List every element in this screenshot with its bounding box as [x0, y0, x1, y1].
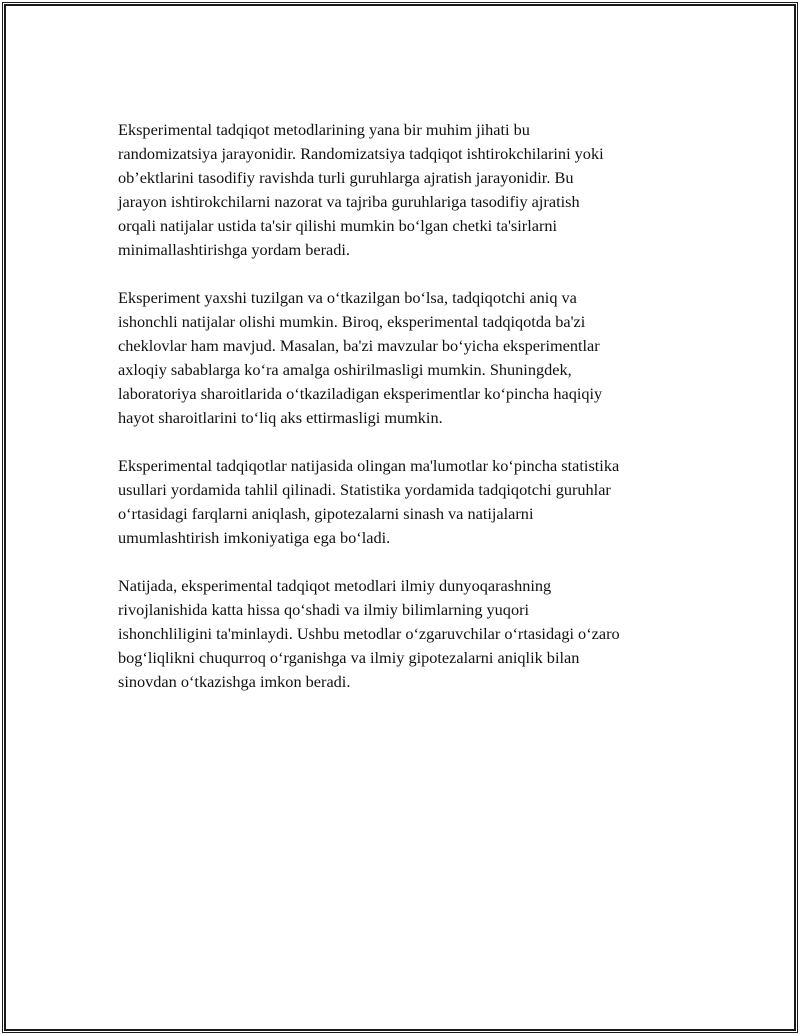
paragraph-limitations: Eksperiment yaxshi tuzilgan va oʻtkazilgan boʻlsa, tadqiqotchi aniq va ishonchli natijalar olishi mumkin. Biroq, eksperimental tadqiqotda ba'zi cheklovlar ham mavjud. Masalan, ba'zi mavzular boʻyicha eksperimentlar axloqiy sabablarga koʻra amalga oshirilmasligi mumkin. Shuningdek, laboratoriya sharoitlarida oʻtkaziladigan eksperimentlar koʻpincha haqiqiy hayot sharoitlarini toʻliq aks ettirmasligi mumkin. [118, 288, 603, 427]
paragraph-randomization: Eksperimental tadqiqot metodlarining yana bir muhim jihati bu randomizatsiya jarayonidir. Randomizatsiya tadqiqot ishtirokchilarini yoki ob’ektlarini tasodifiy ravishda turli guruhlarga ajratish jarayonidir. Bu jarayon ishtirokchilarni nazorat va tajriba guruhlariga tasodifiy ajratish orqali natijalar ustida ta'sir qilishi mumkin boʻlgan chetki ta'sirlarni minimallashtirishga yordam beradi. [118, 120, 604, 259]
document-body [118, 118, 693, 718]
paragraph-statistics: Eksperimental tadqiqotlar natijasida olingan ma'lumotlar koʻpincha statistika usullari yordamida tahlil qilinadi. Statistika yordamida tadqiqotchi guruhlar oʻrtasidagi farqlarni aniqlash, gipotezalarni sinash va natijalarni umumlashtirish imkoniyatiga ega boʻladi. [118, 456, 620, 547]
paragraph-conclusion: Natijada, eksperimental tadqiqot metodlari ilmiy dunyoqarashning rivojlanishida katta hissa qoʻshadi va ilmiy bilimlarning yuqori ishonchliligini ta'minlaydi. Ushbu metodlar oʻzgaruvchilar oʻrtasidagi oʻzaro bogʻliqlikni chuqurroq oʻrganishga va ilmiy gipotezalarni aniqlik bilan sinovdan oʻtkazishga imkon beradi. [118, 576, 620, 691]
